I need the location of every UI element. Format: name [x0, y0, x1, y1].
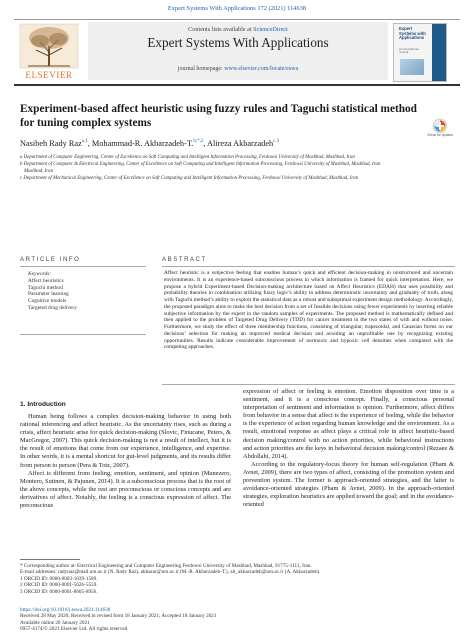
footnote-orcid: 1 ORCID ID: 0000-0003-1039-1589.: [20, 575, 98, 582]
footnote-rule: [20, 559, 80, 560]
author-affiliation-marker[interactable]: b,*,2: [193, 139, 204, 145]
keyword-item: Affect heuristics: [28, 278, 64, 284]
elsevier-wordmark: ELSEVIER: [25, 70, 73, 80]
cover-image: [400, 59, 424, 75]
cover-subtitle: An International Journal: [399, 47, 419, 55]
keyword-item: Cognitive models: [28, 298, 67, 305]
crossmark-label: Check for updates: [427, 133, 453, 137]
abstract-text: Affect heuristic is a subjective feeling that enables human’s quick and efficient decision-making in unstructured and uncertain environments. It is an experience-based subconscious process in which information is framed for quick interpretation. Here, we propose a hybrid Experiment-based Decision-making architecture based on Affect Heuristics (EDAH) that uses possibility and probability theories in combination utilizing fuzzy logic’s ability to address deterministic uncertainty and gradualty of truth, along with Taguchi method’s ability to exploit the statistical data as a robust and suboptimal experiment design methodology. Accordingly, the proposed paradigm aims to make the best decision from a set of feasible decisions using fewer experiments by inserting reliable subjective information by the expert in the random samples of experiments. The proposed method is mathematically defined and then applied to the problem of Targeted Drug Delivery (TDD) for cancer treatment in the two states of with and without noise. Furthermore, we study the effect of three membership functions, consisting of triangular, trapezoidal, and Gaussian forms on our decisions’ selection for making an improved medical decision and avoiding an unprofitable one by recognizing existing opportunities. Results indicate considerable improvement of normoxic and hypoxic cell densities when compared with the competing approaches.: [164, 270, 453, 351]
affiliation-c: c Department of Mechanical Engineering, Center of Excellence on Soft Computing and Intelligent Information Processing, Ferdowsi University of Mashhad, Mashhad, Iran: [20, 176, 359, 181]
affiliation-a: a Department of Computer Engineering, Center of Excellence on Soft Computing and Intelligent Information Processing, Ferdowsi University of Mashhad, Mashhad, Iran: [20, 155, 355, 160]
doi-link[interactable]: https://doi.org/10.1016/j.eswa.2021.114638: [20, 607, 111, 613]
keywords-panel: [20, 266, 146, 335]
keyword-item: Taguchi method: [28, 284, 63, 291]
abstract-panel: [162, 266, 455, 385]
elsevier-logo: [16, 22, 82, 80]
body-column-right: [243, 388, 454, 509]
footnote-orcid: 3 ORCID ID: 0000-0001-8605-8956.: [20, 588, 98, 595]
author-affiliation-marker[interactable]: c,3: [273, 139, 280, 145]
body-paragraph: Human being follows a complex decision-making behavior in using both rational inferencing and affect heuristic. As the uncertainty rises, such as during a crisis, affect heuristic arise for quick decision-making (Slovic, Finucane, Peters, & MacGregor, 2007). This quick decision-making is not a result of intellect, but it is the result of emotions that come from our experience, intelligence, and expertise. In other words, it is a mental shortcut for gut-level judgments, and its results differ from person to person (Pera & Totz, 2007).: [20, 413, 231, 469]
article-meta: [20, 607, 320, 633]
body-paragraph: According to the regulatory-focus theory for human self-regulation (Pham & Avnet, 2009), there are two types of affect, consisting of the promotion system and prevention system. The former is approach-oriented strategies, and the latter is avoidance-oriented strategies (Pham & Avnet, 2009). In the approach-oriented strategies, exploration heuristics are applied toward the goal; and in the avoidance-oriented: [243, 460, 454, 509]
homepage-link[interactable]: www.elsevier.com/locate/eswa: [224, 66, 299, 72]
footnote-corresponding: * Corresponding author at: Electrical Engineering and Computer Engineering Ferdowsi University of Mashhad, Mashhad, 91775-1111, Iran.: [20, 563, 312, 569]
homepage-prefix: journal homepage:: [177, 66, 225, 72]
cover-band: [432, 24, 446, 81]
affiliation-b-city: Mashhad, Iran: [24, 169, 54, 174]
footnotes: [20, 563, 454, 595]
body-paragraph: expression of affect or feeling is emotion. Emotion disposition over time is a sentiment, and it is a conscious concept. Finally, a conscious personal interpretation of sentiment and information is opinion. Furthermore, affect differs from behavior in a sense that affect is the experience of feeling, while the behavior is the experience of action regarding human knowledge and the environment. As a result, emotional response as affect plays a critical role in affect heuristic-based decision making/control with no action priorities, while behavioral instructions and action priorities are the keys in behavioral decision making/control (Rezaee & Abdollahi, 2014).: [243, 388, 454, 460]
author-name[interactable]: Alireza Akbarzadeh: [207, 139, 274, 148]
crossmark-icon: [429, 118, 451, 134]
author-list: [20, 139, 450, 148]
keyword-item: Parameter learning: [28, 291, 69, 298]
contents-line: [88, 26, 388, 33]
journal-title: Expert Systems With Applications: [147, 35, 329, 50]
body-paragraph: Affect is different from feeling, emotion, sentiment, and opinion (Munezero, Montero, Sutinen, & Pajunen, 2014). It is a subconscious process that is the root of the above concepts, while the rest are preconscious or conscious concepts and are derivatives of affect. Notably, the feeling is a conscious expression of affect. The preconscious: [20, 469, 231, 510]
body-column-left: [20, 413, 231, 510]
contents-prefix: Contents lists available at: [188, 26, 254, 33]
author-separator: ,: [87, 139, 92, 148]
paper-title: Experiment-based affect heuristic using fuzzy rules and Taguchi statistical method for tuning complex systems: [20, 103, 417, 129]
journal-cover[interactable]: [393, 23, 447, 82]
elsevier-tree-icon: [16, 22, 82, 70]
journal-homepage: [88, 66, 388, 72]
cover-title: Expert Systems with Applications: [399, 26, 426, 41]
keywords-list: [28, 278, 77, 312]
author-affiliation-marker[interactable]: a,1: [81, 139, 88, 145]
received-dates: Received 28 May 2020; Received in revised form 18 January 2021; Accepted 18 January 2021: [20, 613, 217, 620]
issn-copyright: 0957-4174/© 2021 Elsevier Ltd. All rights reserved.: [20, 626, 129, 633]
affiliation-b: b Department of Computer & Electrical Engineering, Center of Excellence on Soft Computing and Intelligent Information Processing, Ferdowsi University of Mashhad, Mashhad, Iran: [20, 162, 381, 167]
abstract-heading: ABSTRACT: [162, 257, 207, 263]
author-name[interactable]: Nasibeh Rady Raz: [20, 139, 82, 148]
footnote-emails[interactable]: E-mail addresses: radynaz@mail.um.ac.ir (N. Rady Raz), akbazar@um.ac.ir (M.-R. Akbarzadeh-T.), ali_akbarzadeh@um.ac.ir (A. Akbarzadeh).: [20, 569, 321, 576]
online-date: Available online 26 January 2021: [20, 619, 90, 626]
footnote-orcid: 2 ORCID ID: 0000-0001-5626-5559.: [20, 582, 98, 589]
keyword-item: Targeted drug delivery: [28, 304, 77, 311]
sciencedirect-link[interactable]: ScienceDirect: [253, 26, 288, 33]
author-separator: ,: [203, 139, 208, 148]
section-heading-introduction: 1. Introduction: [20, 401, 66, 408]
keywords-label: Keywords:: [28, 271, 52, 277]
author-name[interactable]: Mohammad-R. Akbarzadeh-T.: [91, 139, 194, 148]
article-info-heading: ARTICLE INFO: [20, 257, 81, 263]
journal-citation[interactable]: Expert Systems With Applications 172 (2021) 114638: [167, 5, 307, 12]
